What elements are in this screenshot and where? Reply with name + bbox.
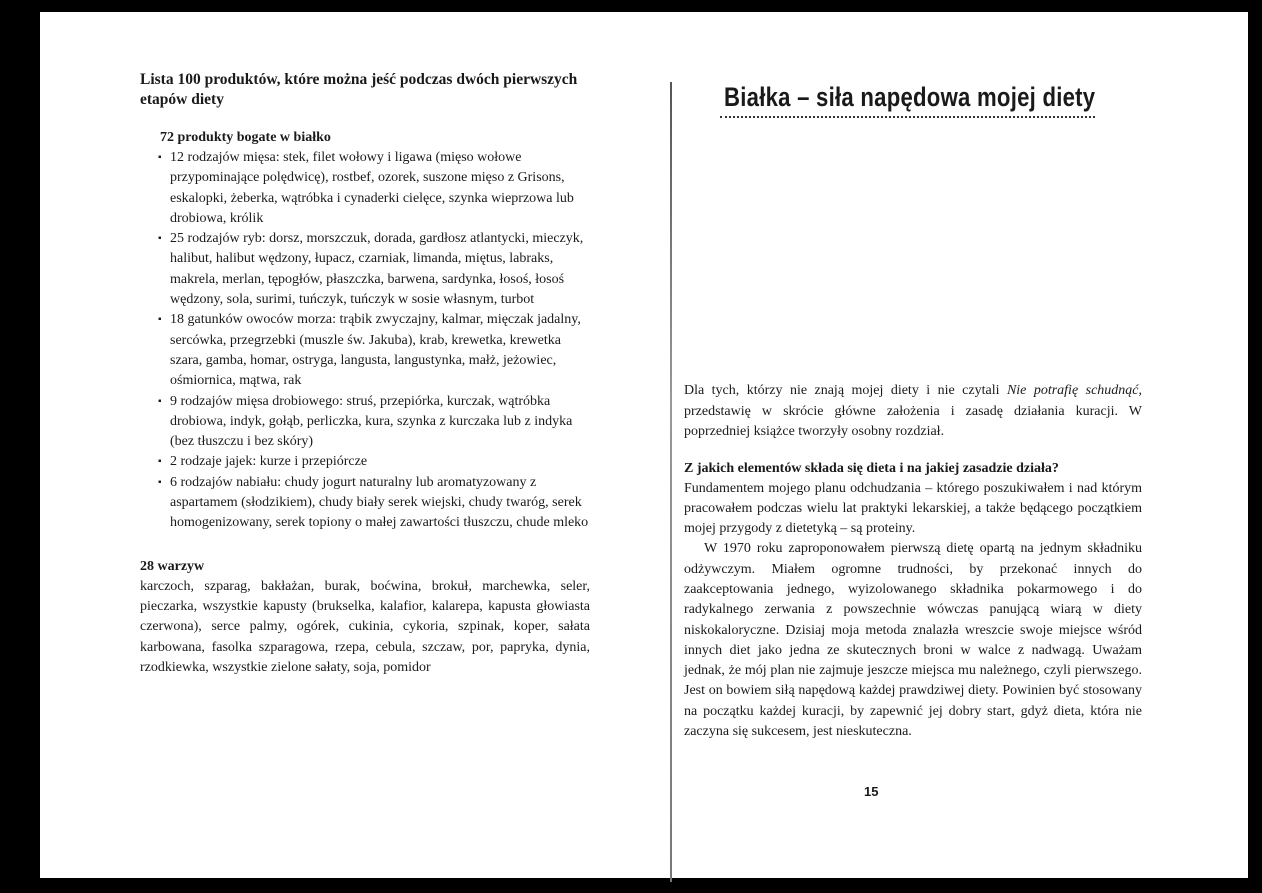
chapter-title: Białka – siła napędowa mojej diety [724,82,1096,112]
title-dotted-rule [720,114,1095,118]
book-spread [40,12,1248,878]
veg-section-title: 28 warzyw [140,558,205,574]
body-paragraph-2: W 1970 roku zaproponowałem pierwszą dietę opartą na jednym składniku odżywczym. Miałem ogromne trudności, by przekonać innych do zaakceptowania jednego, wyizolowanego składnika pokarmowego i do radykalnego zerwania z powszechnie wówczas panującą wiarą w diety niskokaloryczne. Dzisiaj moja metoda znalazła wreszcie swoje miejsce wśród innych diet jako jedna ze skutecznych broni w walce z nadwagą. Uważam jednak, że mój plan nie zajmuje jeszcze miejsca mu należnego, czyli pierwszego. Jest on bowiem siłą napędową każdej prawdziwej diety. Powinien być stosowany na początku każdej kuracji, by zapewnić jej dobry start, gdyż dieta, która nie zaczyna się sukcesem, jest nieskuteczna. [684,541,1142,740]
intro-paragraph [684,381,1142,443]
list-item: ▪ 25 rodzajów ryb: dorsz, morszczuk, dorada, gardłosz atlantycki, mieczyk, halibut, halibut wędzony, łupacz, czarniak, limanda, miętus, labraks, makrela, merlan, tępogłów, płaszczka, barwena, sardynka, łosoś, łosoś wędzony, sola, surimi, tuńczyk, tuńczyk w sosie własnym, turbot [160,229,590,310]
body-paragraph-1: Fundamentem mojego planu odchudzania – którego poszukiwałem i nad którym pracowałem podczas wielu lat praktyki lekarskiej, a także będącego początkiem mojej przygody z dietetyką – są proteiny. [684,480,1142,537]
list-item: ▪ 2 rodzaje jajek: kurze i przepiórcze [160,452,590,472]
list-title: Lista 100 produktów, które można jeść podczas dwóch pierwszych etapów diety [140,71,578,108]
list-item: ▪ 6 rodzajów nabiału: chudy jogurt naturalny lub aromatyzowany z aspartamem (słodzikiem), chudy biały serek wiejski, chudy twaróg, serek homogenizowany, serek topiony o małej zawartości tłuszczu, chude mleko [160,473,590,534]
protein-section-title: 72 produkty bogate w białko [160,130,331,145]
veg-list: karczoch, szparag, bakłażan, burak, boćwina, brokuł, marchewka, seler, pieczarka, wszystkie kapusty (brukselka, kalafior, kalarepa, kapusta głowiasta czerwona), serce palmy, ogórek, cukinia, cykoria, szpinak, koper, sałata karbowana, fasolka szparagowa, rzepa, cebula, szczaw, por, papryka, dynia, rzodkiewka, wszystkie zielone sałaty, soja, pomidor [140,578,590,675]
left-page [140,70,590,678]
page-number: 15 [864,784,879,799]
intro-text: Dla tych, którzy nie znają mojej diety i nie czytali [684,383,1007,398]
right-page [684,82,1142,742]
intro-text-end: , przedstawię w skrócie główne założenia i zasadę działania kuracji. W poprzedniej książce tworzyły osobny rozdział. [684,383,1142,439]
book-title: Nie potrafię schudnąć [1006,383,1139,398]
section-question: Z jakich elementów składa się dieta i na jakiej zasadzie działa? [684,460,1059,476]
list-item: ▪ 18 gatunków owoców morza: trąbik zwyczajny, kalmar, mięczak jadalny, sercówka, przegrzebki (muszle św. Jakuba), krab, krewetka, krewetka szara, gamba, homar, ostryga, langusta, langustynka, małż, jeżowiec, ośmiornica, mątwa, rak [160,310,590,391]
protein-list [140,148,590,534]
list-item: ▪ 9 rodzajów mięsa drobiowego: struś, przepiórka, kurczak, wątróbka drobiowa, indyk, gołąb, perliczka, kura, szynka z kurczaka lub z indyka (bez tłuszczu i bez skóry) [160,392,590,453]
list-item: ▪ 12 rodzajów mięsa: stek, filet wołowy i ligawa (mięso wołowe przypominające polędwicę), rostbef, ozorek, suszone mięso z Grisons, eskalopki, żeberka, wątróbka i cynaderki cielęce, szynka wieprzowa lub drobiowa, królik [160,148,590,229]
book-gutter [670,82,672,882]
